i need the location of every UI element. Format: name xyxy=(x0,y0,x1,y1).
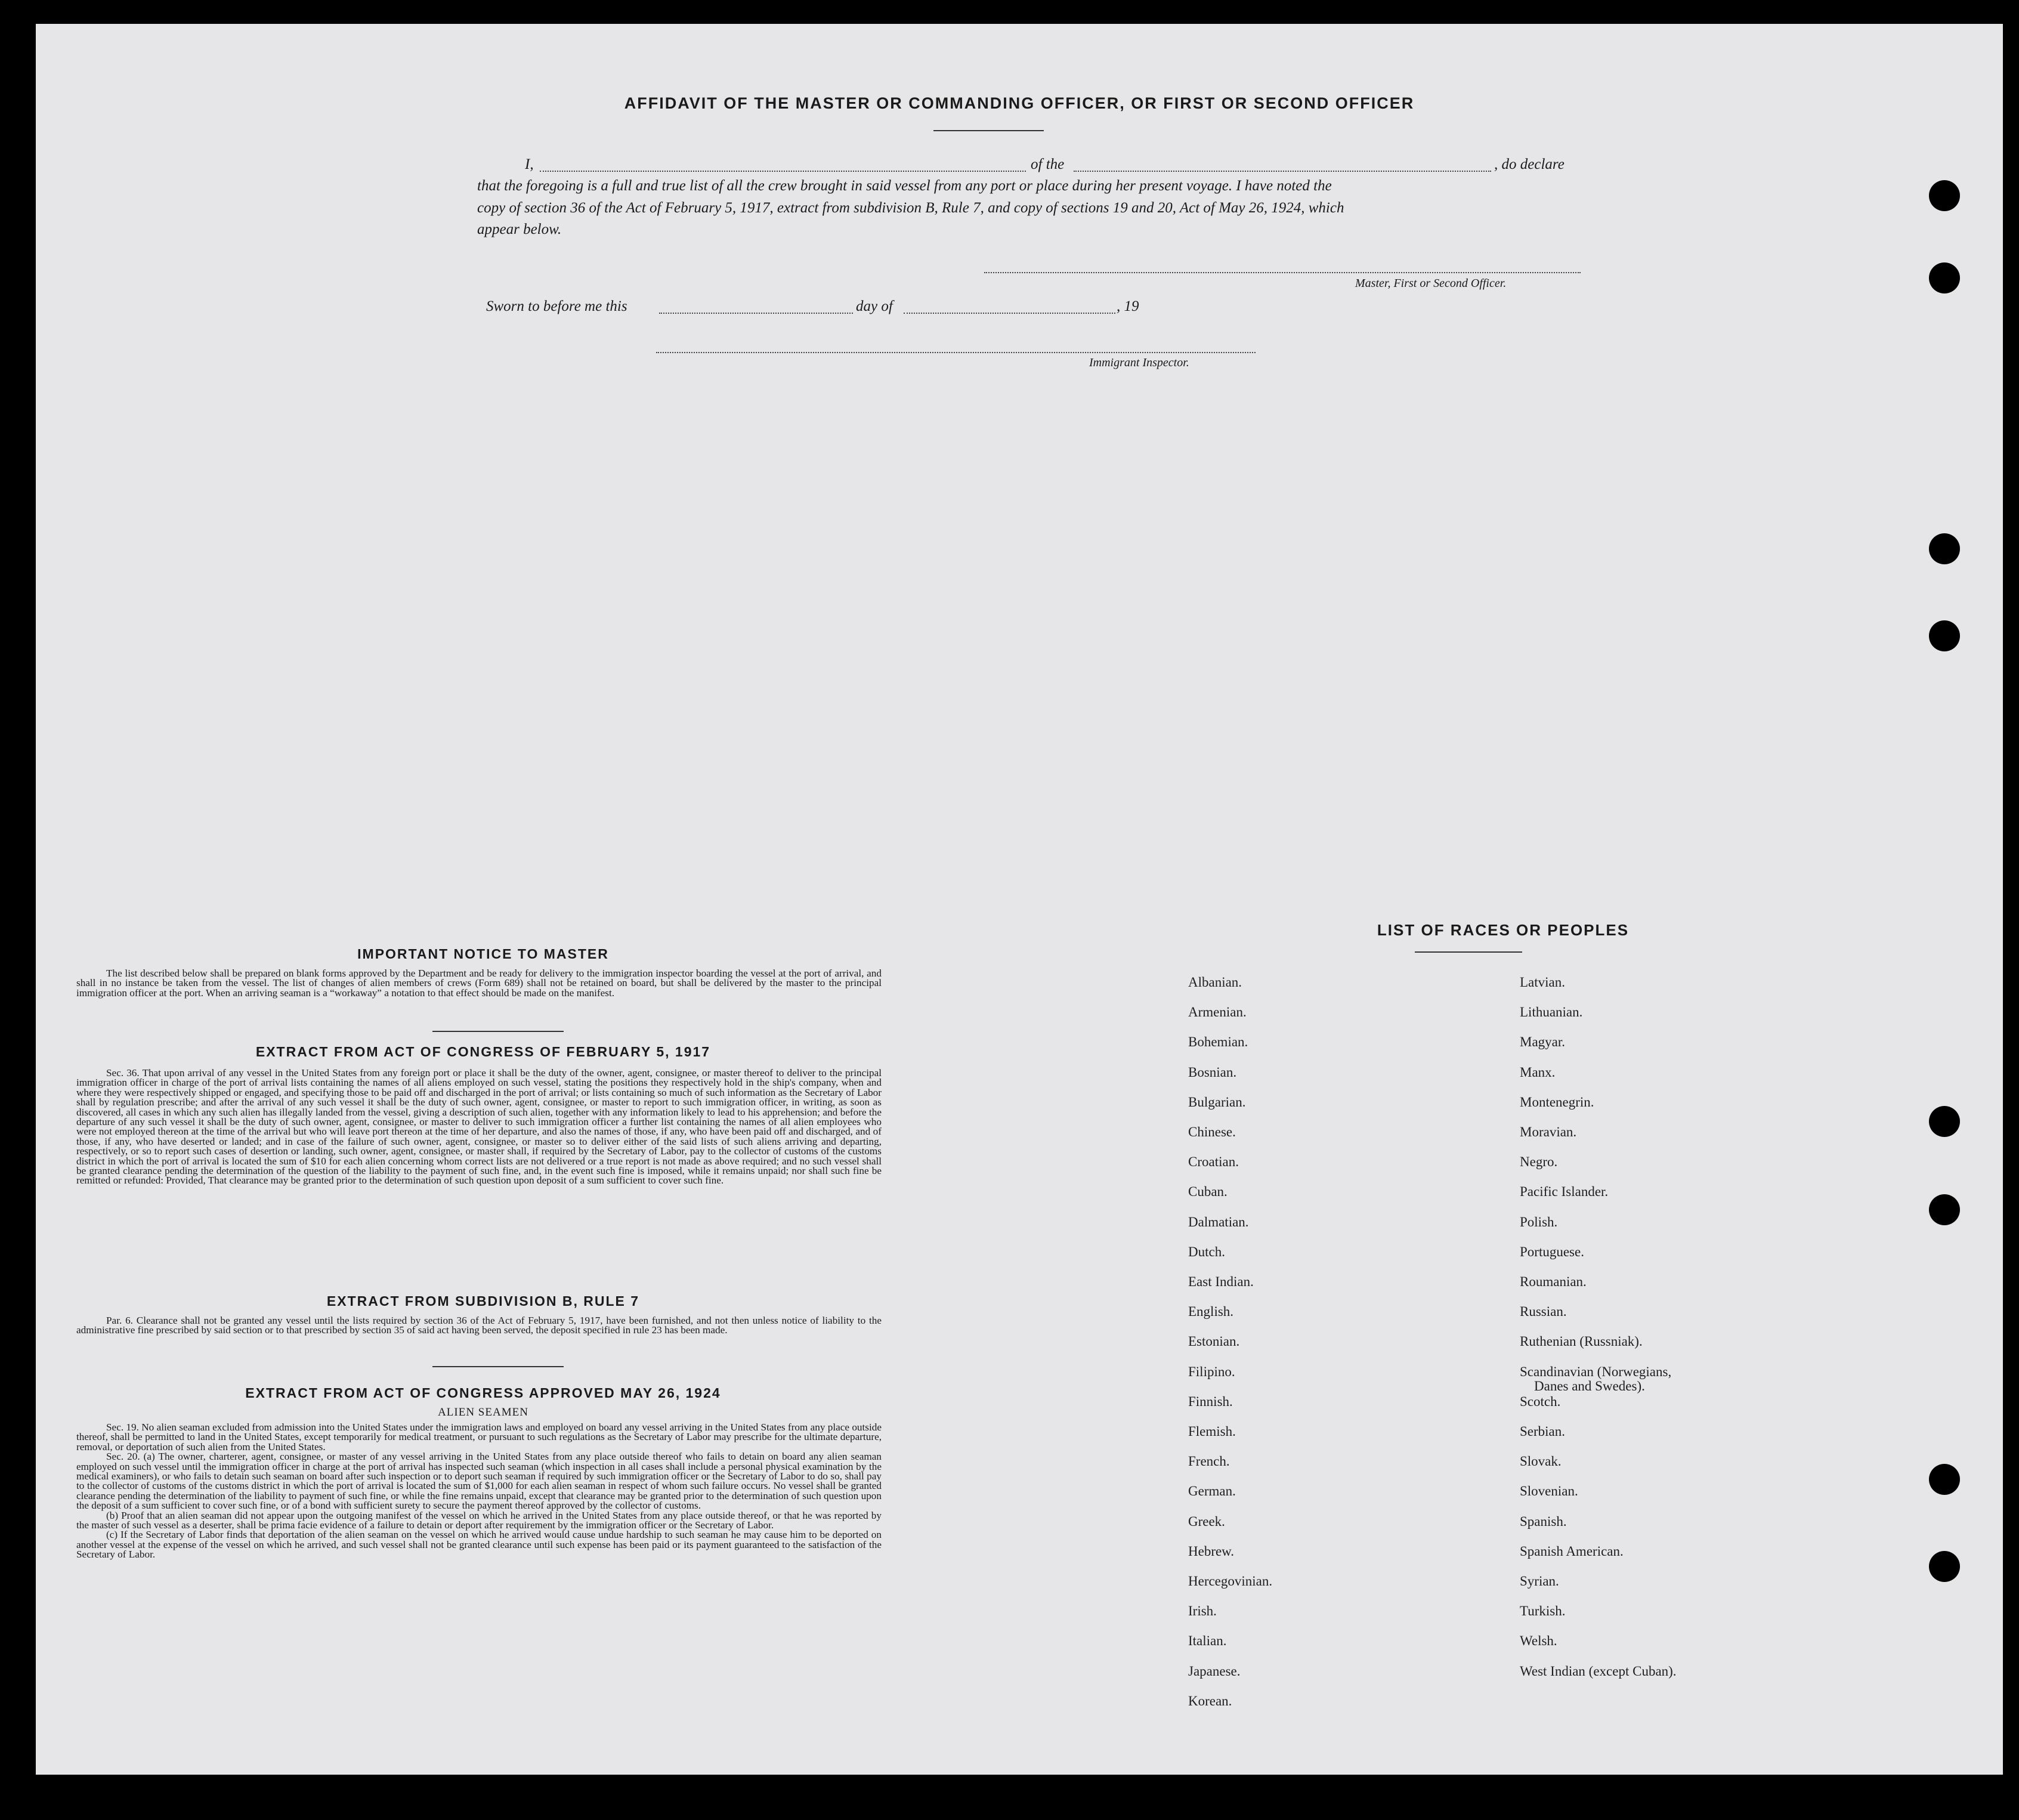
master-caption: Master, First or Second Officer. xyxy=(1355,277,1507,290)
races-title-underline xyxy=(1415,951,1522,953)
extract-1924-title: EXTRACT FROM ACT OF CONGRESS APPROVED MAY 26, 1924 xyxy=(245,1385,721,1401)
race-item: Flemish. xyxy=(1188,1424,1236,1439)
vessel-blank[interactable] xyxy=(1074,171,1491,172)
year-label: , 19 xyxy=(1117,298,1139,314)
race-item: Spanish American. xyxy=(1520,1543,1624,1559)
race-item: Armenian. xyxy=(1188,1005,1247,1020)
extract-1917-text xyxy=(76,1068,882,1186)
sec-20a-paragraph: Sec. 20. (a) The owner, charterer, agent, consignee, or master of any vessel arriving in the United States from any place outside thereof who fails to detain on board any alien seaman employed on such vessel until the immigration officer in charge at the port of arrival has inspected such seaman (which inspection in all cases shall include a personal physical examination by the medical examiners), or who fails to detain such seaman on board after such inspection or to deport such seaman if required by such immigration officer or the Secretary of Labor to do so, shall pay to the collector of customs of the customs district in which the port of arrival is located the sum of $1,000 for each alien seaman in respect of whom such failure occurs. No vessel shall be granted clearance pending the determination of the liability to payment of such fine, or while the fine remains unpaid, except that clearance may be granted prior to the determination of such question upon the deposit of a sum sufficient to cover such fine, or of a bond with sufficient surety to secure the payment thereof approved by the collector of customs. xyxy=(76,1451,882,1512)
race-item: East Indian. xyxy=(1188,1274,1254,1289)
binder-hole xyxy=(1929,1464,1960,1495)
race-item: Scotch. xyxy=(1520,1393,1561,1409)
affidavit-line-3: copy of section 36 of the Act of February 5, 1917, extract from subdivision B, Rule 7, and copy of sections 19 and 20, Act of May 26, 1924, which xyxy=(477,200,1344,216)
race-item: Serbian. xyxy=(1520,1424,1566,1439)
rule7-text xyxy=(76,1316,882,1336)
race-item: Bosnian. xyxy=(1188,1064,1237,1080)
race-item: Albanian. xyxy=(1188,975,1242,990)
race-item: German. xyxy=(1188,1484,1236,1499)
inspector-caption: Immigrant Inspector. xyxy=(1089,356,1189,369)
master-signature-blank[interactable] xyxy=(984,272,1581,273)
sec-19-paragraph: Sec. 19. No alien seaman excluded from admission into the United States under the immigration laws and employed on board any vessel arriving in the United States from any place outside thereof, shall be permitted to land in the United States, except temporarily for medical treatment, or pursuant to such regulations as the Secretary of Labor may prescribe for the ultimate departure, removal, or deportation of such alien from the United States. xyxy=(76,1422,882,1453)
race-item: West Indian (except Cuban). xyxy=(1520,1663,1677,1679)
race-item: Syrian. xyxy=(1520,1574,1559,1589)
rule7-divider xyxy=(432,1366,564,1367)
affidavit-title: AFFIDAVIT OF THE MASTER OR COMMANDING OFFICER, OR FIRST OR SECOND OFFICER xyxy=(624,94,1415,112)
title-underline xyxy=(933,130,1044,131)
sworn-line xyxy=(486,298,1590,316)
race-item: Slovak. xyxy=(1520,1454,1562,1469)
sec-36-paragraph: Sec. 36. That upon arrival of any vessel in the United States from any foreign port or place it shall be the duty of the owner, agent, consignee, or master thereof to deliver to the principal immigration officer in charge of the port of arrival lists containing the names of all aliens employed on such vessel, stating the positions they respectively hold in the ship's company, when and where they were respectively shipped or engaged, and specifying those to be paid off and discharged in the port of arrival; or lists containing so much of such information as the Secretary of Labor shall by regulation prescribe; and after the arrival of any such vessel it shall be the duty of such owner, agent, consignee, or master to report to such immigration officer, in writing, as soon as discovered, all cases in which any such alien has illegally landed from the vessel, giving a description of such alien, together with any information likely to lead to his apprehension; and before the departure of any such vessel it shall be the duty of such owner, agent, consignee, or master to deliver to such immigration officer a further list containing the names of all alien employees who were not employed thereon at the time of the arrival but who will leave port thereon at the time of her departure, and also the names of those, if any, who have been paid off and discharged, and of those, if any, who have deserted or landed; and in case of the failure of such owner, agent, consignee, or master so to deliver either of the said lists of such aliens arriving and departing, respectively, or so to report such cases of desertion or landing, such owner, agent, consignee, or master shall, if required by the Secretary of Labor, pay to the collector of customs of the customs district in which the port of arrival is located the sum of $10 for each alien concerning whom correct lists are not delivered or a true report is not made as above required; and no such vessel shall be granted clearance pending the determination of the question of the liability to the payment of such fine, and, in the event such fine is imposed, while it remains unpaid; nor shall such fine be remitted or refunded: Provided, That clearance may be granted prior to the determination of such question upon deposit of a sum sufficient to cover such fine. xyxy=(76,1067,882,1186)
race-item: Negro. xyxy=(1520,1154,1558,1170)
race-item: Filipino. xyxy=(1188,1364,1235,1379)
extract-1924-text xyxy=(76,1423,882,1560)
race-item: Magyar. xyxy=(1520,1034,1566,1050)
race-item: French. xyxy=(1188,1454,1230,1469)
notice-paragraph: The list described below shall be prepared on blank forms approved by the Department and be ready for delivery to the immigration inspector boarding the vessel at the port of arrival, and shall in no instance be taken from the vessel. The list of changes of alien members of crews (Form 689) shall not be retained on board, but shall be delivered by the master to the principal immigration officer at the port. When an arriving seaman is a “workaway” a notation to that effect should be made on the manifest. xyxy=(76,968,882,999)
of-the-label: of the xyxy=(1031,156,1065,172)
sworn-label: Sworn to before me this xyxy=(486,298,627,314)
notice-text xyxy=(76,969,882,998)
race-item: Montenegrin. xyxy=(1520,1094,1594,1110)
binder-hole xyxy=(1929,180,1960,211)
sec-20c-paragraph: (c) If the Secretary of Labor finds that deportation of the alien seaman on the vessel on which he arrived would cause undue hardship to such seaman he may cause him to be deported on another vessel at the expense of the vessel on which he arrived, and such vessel shall not be granted clearance until such expense has been paid or its payment guaranteed to the satisfaction of the Secretary of Labor. xyxy=(76,1529,882,1561)
races-title: LIST OF RACES OR PEOPLES xyxy=(1377,921,1630,939)
inspector-signature-blank[interactable] xyxy=(656,352,1256,353)
race-item: Dutch. xyxy=(1188,1244,1225,1259)
race-item: Korean. xyxy=(1188,1693,1232,1708)
binder-hole xyxy=(1929,1194,1960,1225)
sec-20b-paragraph: (b) Proof that an alien seaman did not appear upon the outgoing manifest of the vessel on which he arrived in the United States from any place outside thereof, or that he was reported by the master of such vessel as a deserter, shall be prima facie evidence of a failure to detain or deport after requirement by the immigration officer or the Secretary of Labor. xyxy=(76,1509,882,1531)
race-item: Scandinavian (Norwegians, xyxy=(1520,1364,1672,1379)
race-item: Ruthenian (Russniak). xyxy=(1520,1334,1643,1349)
race-item: Finnish. xyxy=(1188,1393,1233,1409)
document-page xyxy=(36,24,2003,1775)
race-item: Bohemian. xyxy=(1188,1034,1248,1050)
extract-1917-title: EXTRACT FROM ACT OF CONGRESS OF FEBRUARY 5, 1917 xyxy=(255,1044,711,1059)
race-item: Bulgarian. xyxy=(1188,1094,1246,1110)
race-item: Moravian. xyxy=(1520,1124,1577,1139)
race-item: Estonian. xyxy=(1188,1334,1240,1349)
race-item: Hercegovinian. xyxy=(1188,1574,1273,1589)
i-label: I, xyxy=(525,156,534,172)
race-item: Slovenian. xyxy=(1520,1484,1578,1499)
binder-hole xyxy=(1929,620,1960,651)
sworn-month-blank[interactable] xyxy=(904,313,1115,314)
declare-label: , do declare xyxy=(1494,156,1565,172)
race-item: Chinese. xyxy=(1188,1124,1236,1139)
affidavit-line-2: that the foregoing is a full and true list of all the crew brought in said vessel from any port or place during her present voyage. I have noted the xyxy=(477,178,1332,194)
notice-title: IMPORTANT NOTICE TO MASTER xyxy=(357,946,609,962)
race-item: Portuguese. xyxy=(1520,1244,1584,1259)
race-item: Hebrew. xyxy=(1188,1543,1235,1559)
name-blank[interactable] xyxy=(540,171,1026,172)
race-item: Greek. xyxy=(1188,1513,1225,1529)
race-item: English. xyxy=(1188,1304,1234,1320)
race-item: Roumanian. xyxy=(1520,1274,1587,1289)
affidavit-line-1 xyxy=(477,156,1581,174)
race-item: Lithuanian. xyxy=(1520,1005,1583,1020)
race-item: Polish. xyxy=(1520,1214,1558,1229)
race-item: Spanish. xyxy=(1520,1513,1567,1529)
binder-hole xyxy=(1929,1551,1960,1582)
rule7-title: EXTRACT FROM SUBDIVISION B, RULE 7 xyxy=(326,1293,640,1309)
race-item: Russian. xyxy=(1520,1304,1567,1320)
race-item: Irish. xyxy=(1188,1603,1217,1619)
race-item: Japanese. xyxy=(1188,1663,1241,1679)
race-item: Dalmatian. xyxy=(1188,1214,1249,1229)
binder-hole xyxy=(1929,533,1960,564)
day-of-label: day of xyxy=(856,298,893,314)
binder-hole xyxy=(1929,1106,1960,1137)
notice-divider xyxy=(432,1031,564,1032)
race-item: Manx. xyxy=(1520,1064,1556,1080)
race-item: Danes and Swedes). xyxy=(1534,1378,1645,1393)
race-item: Italian. xyxy=(1188,1633,1227,1649)
sworn-day-blank[interactable] xyxy=(659,313,853,314)
race-item: Latvian. xyxy=(1520,975,1565,990)
race-item: Cuban. xyxy=(1188,1184,1228,1200)
alien-seamen-subtitle: ALIEN SEAMEN xyxy=(438,1406,528,1419)
binder-hole xyxy=(1929,262,1960,293)
race-item: Turkish. xyxy=(1520,1603,1566,1619)
race-item: Welsh. xyxy=(1520,1633,1557,1649)
affidavit-line-4: appear below. xyxy=(477,221,562,237)
race-item: Pacific Islander. xyxy=(1520,1184,1609,1200)
race-item: Croatian. xyxy=(1188,1154,1239,1170)
par-6-paragraph: Par. 6. Clearance shall not be granted any vessel until the lists required by section 36 of the Act of February 5, 1917, have been furnished, and not then unless notice of liability to the administrative fine prescribed by said section or to that prescribed by section 35 of said act having been served, the deposit specified in rule 23 has been made. xyxy=(76,1315,882,1336)
